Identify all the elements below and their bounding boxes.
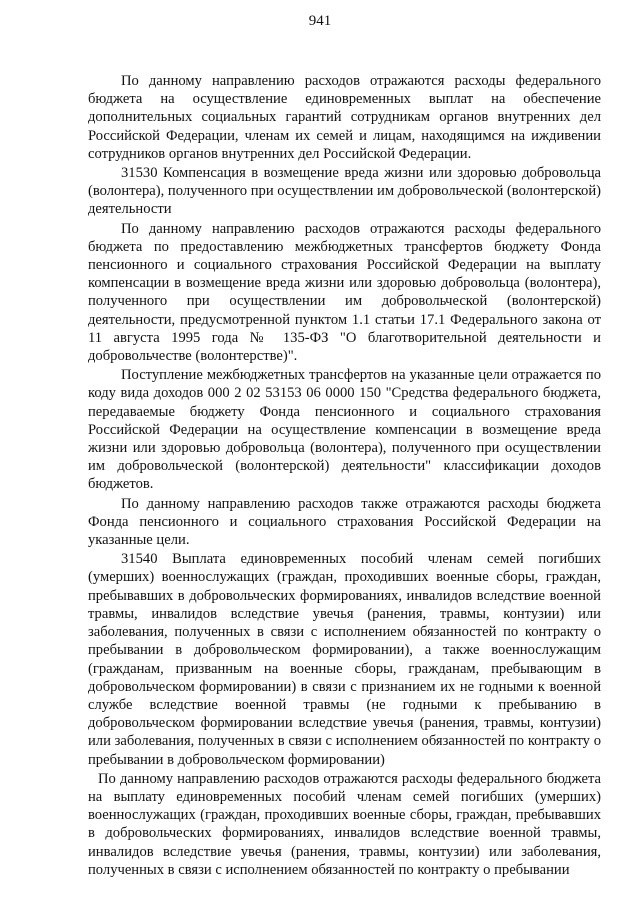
paragraph-31530-income: Поступление межбюджетных трансфертов на указанные цели отражается по коду вида доходов 000 2 02 53153 06 0000 150 "Средства федерального бюджета, передаваемые бюджету Фонда пенсионного и социального страхования Российской Федерации на осуществление компенсации в возмещение вреда жизни или здоровью добровольца (волонтера), полученного при осуществлении им добровольческой (волонтерской) деятельности" классификации доходов бюджетов. xyxy=(88,367,601,493)
page-number: 941 xyxy=(308,13,332,29)
paragraph-intro: По данному направлению расходов отражаются расходы федерального бюджета на осуществление единовременных выплат на обеспечение дополнительных социальных гарантий сотрудникам органов внутренних дел Российской Федерации, членам их семей и лицам, находящимся на иждивении сотрудников органов внутренних дел Российской Федерации. xyxy=(88,73,601,162)
document-body xyxy=(88,72,601,879)
paragraph-31530-expenses: По данному направлению расходов отражаются расходы федерального бюджета по предоставлению межбюджетных трансфертов бюджету Фонда пенсионного и социального страхования Российской Федерации на выплату компенсации в возмещение вреда жизни или здоровью добровольца (волонтера), полученного при осуществлении им добровольческой (волонтерской) деятельности, предусмотренной пунктом 1.1 статьи 17.1 Федерального закона от 11 августа 1995 года № 135-ФЗ "О благотворительной деятельности и добровольчестве (волонтерстве)". xyxy=(88,220,601,365)
paragraph-31540-expenses: По данному направлению расходов отражаются расходы федерального бюджета на выплату единовременных пособий членам семей погибших (умерших) военнослужащих (граждан, проходивших военные сборы, граждан, пребывавших в добровольческих формированиях, инвалидов вследствие военной травмы, инвалидов вследствие увечья (ранения, травмы, контузии) или заболевания, полученных в связи с исполнением обязанностей по контракту о пребывании xyxy=(88,770,601,878)
heading-31540: 31540 Выплата единовременных пособий членам семей погибших (умерших) военнослужащих (граждан, проходивших военные сборы, граждан, пребывавших в добровольческих формированиях, инвалидов вследствие военной травмы, инвалидов вследствие увечья (ранения, травмы, контузии) или заболевания, полученных в связи с исполнением обязанностей по контракту о пребывании в добровольческом формировании), а также военнослужащим (гражданам, призванным на военные сборы, гражданам, пребывающим в добровольческом формировании) в связи с признанием их не годными к военной службе вследствие военной травмы (не годными к пребыванию в добровольческом формировании вследствие увечья (ранения, травмы, контузии) или заболевания, полученных в связи с исполнением обязанностей по контракту о пребывании в добровольческом формировании) xyxy=(88,551,601,768)
paragraph-31530-fund: По данному направлению расходов также отражаются расходы бюджета Фонда пенсионного и социального страхования Российской Федерации на указанные цели. xyxy=(88,495,601,549)
heading-31530: 31530 Компенсация в возмещение вреда жизни или здоровью добровольца (волонтера), полученного при осуществлении им добровольческой (волонтерской) деятельности xyxy=(88,165,602,218)
